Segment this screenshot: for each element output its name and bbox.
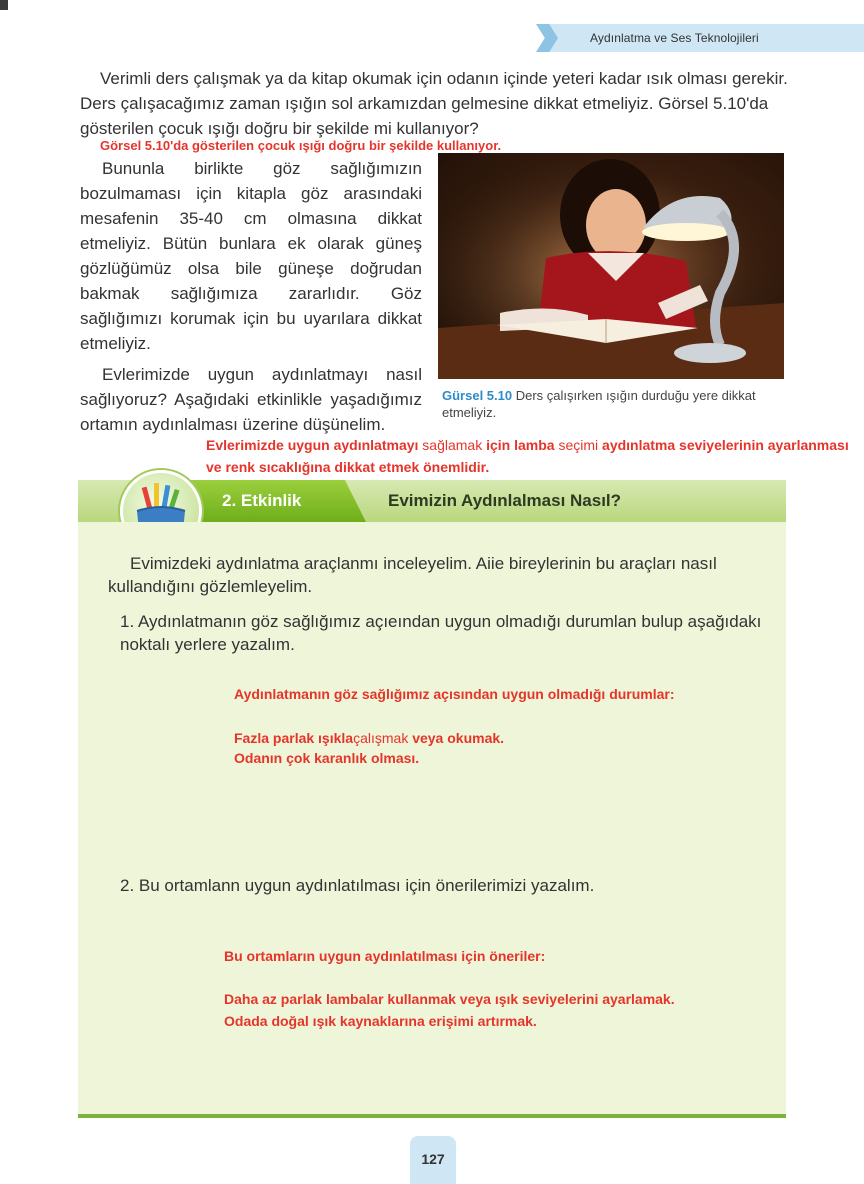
answer-1-line-1-a: Fazla parlak ışıkla bbox=[234, 730, 354, 746]
answer-2-line-1: Daha az parlak lambalar kullanmak veya ışık seviyelerini ayarlamak. bbox=[224, 991, 675, 1007]
figure-caption-text: Ders çalışırken ışığın durduğu yere dikkat etmeliyiz. bbox=[442, 388, 756, 420]
answer-1-line-1-c: veya okumak. bbox=[412, 730, 505, 746]
answer-2-part-b: sağlamak bbox=[422, 437, 483, 453]
answer-2 bbox=[206, 434, 856, 478]
child-reading-illustration bbox=[438, 153, 784, 379]
answer-2-part-c: için lamba bbox=[486, 437, 555, 453]
answer-2-part-d: seçimi bbox=[558, 437, 599, 453]
activity-intro: Evimizdeki aydınlatma araçlanmı inceleyelim. Aiie bireylerinin bu araçları nasıl kullandığını gözlemleyelim. bbox=[108, 554, 717, 596]
activity-title: Evimizin Aydınlalması Nasıl? bbox=[388, 491, 622, 510]
answer-2-heading: Bu ortamların uygun aydınlatılması için öneriler: bbox=[224, 948, 546, 964]
intro-paragraph: Verimli ders çalışmak ya da kitap okumak için odanın içinde yeteri kadar ısık olması gerekir. Ders çalışacağımız zaman ışığın sol arkamızdan gelmesine dikkat etmeliyiz. Görsel 5.10'da gösterilen çocuk ışığı doğru bir şekilde mi kullanıyor? bbox=[80, 69, 788, 138]
figure-photo bbox=[438, 153, 784, 379]
answer-1-line-1 bbox=[234, 728, 504, 748]
figure-caption-label: Gürsel 5.10 bbox=[442, 388, 513, 403]
answer-1-heading: Aydınlatmanın göz sağlığımız açısından uygun olmadığı durumlar: bbox=[234, 686, 675, 702]
answer-2-line-2: Odada doğal ışık kaynaklarına erişimi artırmak. bbox=[224, 1013, 537, 1029]
left-paragraph-2: Evlerimizde uygun aydınlatmayı nasıl sağlıyoruz? Aşağıdaki etkinlikle yaşadığımız ortamın aydınlalması üzerine düşünelim. bbox=[80, 365, 422, 434]
activity-label: 2. Etkinlik bbox=[222, 491, 302, 510]
question-1: 1. Aydınlatmanın göz sağlığımız açıeından uygun olmadığı durumlan bulup aşağıdakı noktalı yerlere yazalım. bbox=[120, 612, 762, 654]
figure-caption bbox=[442, 387, 782, 421]
page-number: 127 bbox=[421, 1151, 445, 1167]
answer-1-line-2: Odanın çok karanlık olması. bbox=[234, 750, 420, 766]
answer-1-line-1-b: çalışmak bbox=[353, 730, 409, 746]
answer-1: Görsel 5.10'da gösterilen çocuk ışığı doğru bir şekilde kullanıyor. bbox=[100, 138, 502, 153]
question-2: 2. Bu ortamlann uygun aydınlatılması için önerilerimizi yazalım. bbox=[120, 876, 595, 895]
answer-2-part-e: aydınlatma seviyelerinin ayarlanması ve renk sıcaklığına dikkat etmek önemlidir. bbox=[206, 437, 849, 475]
answer-2-part-a: Evlerimizde uygun aydınlatmayı bbox=[206, 437, 419, 453]
section-title: Aydınlatma ve Ses Teknolojileri bbox=[590, 31, 759, 45]
corner-mark bbox=[0, 0, 8, 10]
left-paragraph-1: Bununla birlikte göz sağlığımızın bozulmaması için kitapla göz arasındaki mesafenin 35-40 cm olmasına dikkat etmeliyiz. Bütün bunlara ek olarak güneş gözlüğümüz olsa bile güneşe doğrudan bakmak sağlığımıza zararlıdır. Göz sağlığımızı korumak için bu uyarılara dikkat etmeliyiz. bbox=[80, 159, 422, 353]
